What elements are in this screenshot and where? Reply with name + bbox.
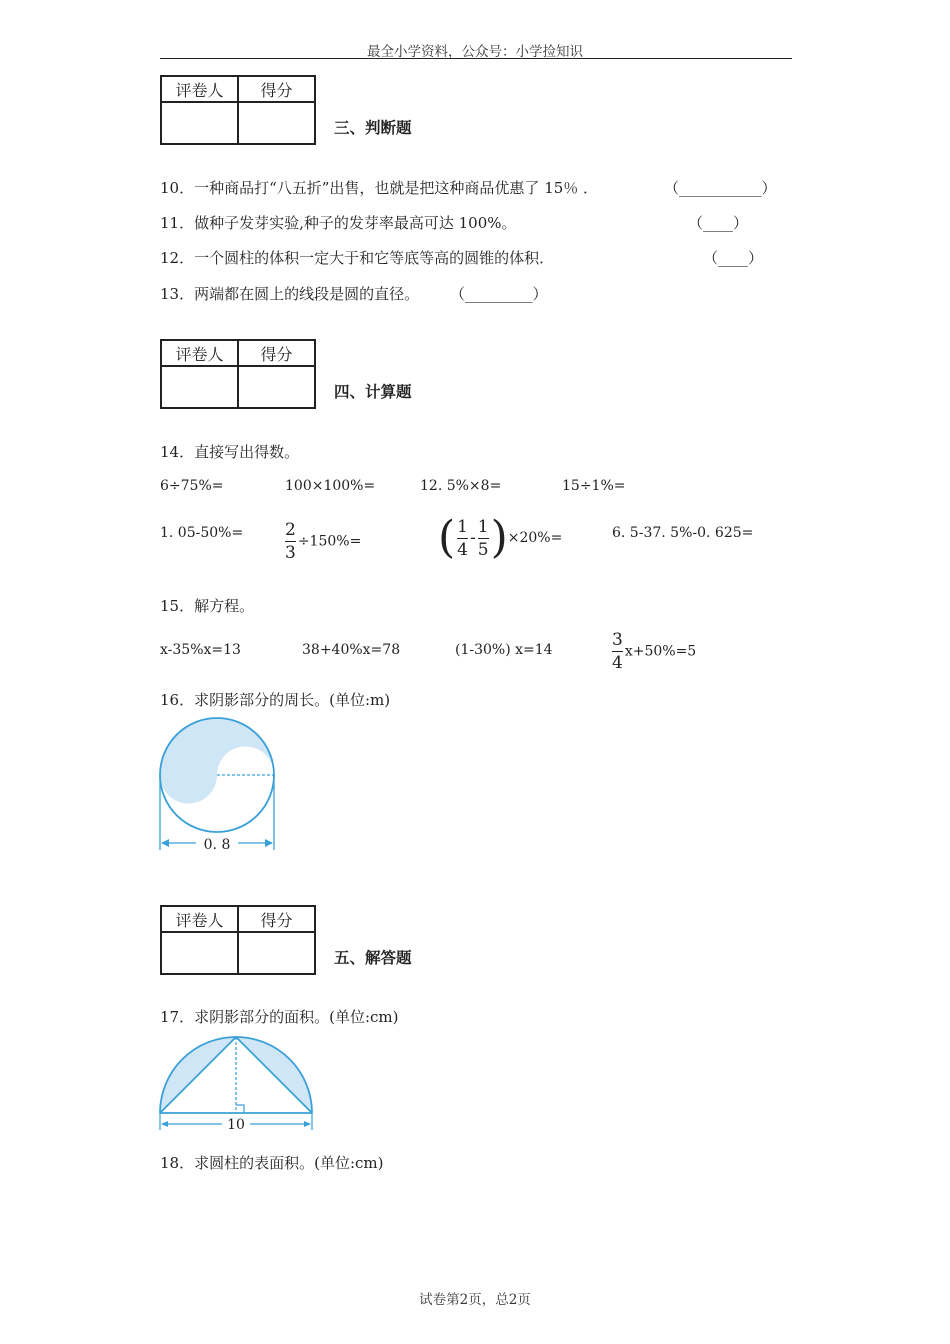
score-table-section-5 — [160, 905, 316, 975]
left-paren: ( — [438, 512, 456, 563]
score-table-section-3 — [160, 75, 316, 145]
question-11: 11．做种子发芽实验,种子的发芽率最高可达 100%。 — [160, 214, 517, 232]
equation-rest: x+50%=5 — [624, 643, 697, 660]
question-10: 10．一种商品打“八五折”出售，也就是把这种商品优惠了 15％ ． — [160, 179, 599, 197]
calc-item: 15÷1%= — [562, 478, 626, 494]
figure-dimension-label: 0. 8 — [203, 837, 231, 853]
grader-cell[interactable] — [161, 366, 238, 408]
equation-item: x-35%x=13 — [160, 642, 241, 658]
score-table-section-4 — [160, 339, 316, 409]
fraction-denominator: 4 — [457, 539, 468, 560]
calc-item: 100×100%= — [285, 478, 376, 494]
calc-item: 12. 5%×8= — [420, 478, 502, 494]
score-cell[interactable] — [238, 932, 315, 974]
fraction-numerator: 3 — [612, 630, 623, 650]
fraction-numerator: 1 — [457, 516, 468, 537]
arrow-left-icon — [161, 1121, 168, 1127]
fraction-denominator: 5 — [477, 539, 489, 560]
page-footer: 试卷第2页，总2页 — [419, 1292, 531, 1308]
answer-blank-10[interactable]: （___________） — [664, 179, 777, 197]
calc-item: 6. 5-37. 5%-0. 625= — [612, 525, 754, 541]
fraction-bar — [285, 541, 296, 542]
equation-item: 38+40%x=78 — [302, 642, 401, 658]
fraction-denominator: 3 — [285, 543, 296, 563]
semicircle-triangle-figure — [150, 1030, 325, 1140]
calc-item-fraction — [283, 520, 361, 563]
page-header: 最全小学资料，公众号：小学捡知识 — [367, 44, 583, 60]
section-5-title: 五、解答题 — [334, 949, 412, 967]
arrow-right-icon — [304, 1121, 311, 1127]
calc-item: 6÷75%= — [160, 478, 224, 494]
fraction — [478, 517, 489, 560]
score-label: 得分 — [238, 906, 315, 932]
minus-sign: - — [470, 528, 476, 548]
answer-blank-11[interactable]: （____） — [688, 214, 749, 232]
arrow-left-icon — [161, 839, 169, 847]
score-cell[interactable] — [238, 366, 315, 408]
calc-rest: ÷150%= — [297, 533, 362, 550]
header-divider — [160, 58, 792, 59]
grader-label: 评卷人 — [161, 906, 238, 932]
answer-blank-13[interactable]: （_________） — [450, 285, 548, 303]
question-18: 18．求圆柱的表面积。(单位:cm) — [160, 1154, 384, 1172]
arrow-right-icon — [265, 839, 273, 847]
fraction — [612, 630, 623, 673]
right-paren: ) — [490, 512, 508, 563]
score-cell[interactable] — [238, 102, 315, 144]
question-12: 12．一个圆柱的体积一定大于和它等底等高的圆锥的体积． — [160, 249, 555, 267]
score-label: 得分 — [238, 340, 315, 366]
score-label: 得分 — [238, 76, 315, 102]
section-4-title: 四、计算题 — [334, 383, 412, 401]
yin-yang-figure — [150, 712, 290, 862]
calc-item: 1. 05-50%= — [160, 525, 244, 541]
answer-blank-12[interactable]: （____） — [703, 249, 764, 267]
calc-item-parenthesized — [438, 512, 563, 563]
fraction-bar — [612, 651, 623, 652]
question-13: 13．两端都在圆上的线段是圆的直径。 — [160, 285, 420, 303]
question-15: 15．解方程。 — [160, 597, 255, 615]
grader-cell[interactable] — [161, 932, 238, 974]
fraction-numerator: 1 — [477, 516, 489, 537]
figure-dimension-label: 10 — [227, 1117, 245, 1133]
question-16: 16．求阴影部分的周长。(单位:m) — [160, 691, 391, 709]
fraction-numerator: 2 — [285, 520, 296, 540]
fraction — [285, 520, 296, 563]
section-3-title: 三、判断题 — [334, 119, 412, 137]
equation-item: (1-30%) x=14 — [455, 642, 553, 658]
question-17: 17．求阴影部分的面积。(单位:cm) — [160, 1008, 399, 1026]
grader-label: 评卷人 — [161, 340, 238, 366]
fraction-denominator: 4 — [612, 653, 623, 673]
fraction-bar — [457, 538, 468, 539]
calc-rest: ×20%= — [507, 530, 563, 546]
grader-label: 评卷人 — [161, 76, 238, 102]
fraction — [457, 517, 468, 560]
fraction-bar — [478, 538, 489, 539]
question-14: 14．直接写出得数。 — [160, 443, 300, 461]
grader-cell[interactable] — [161, 102, 238, 144]
equation-item-fraction — [610, 630, 696, 673]
